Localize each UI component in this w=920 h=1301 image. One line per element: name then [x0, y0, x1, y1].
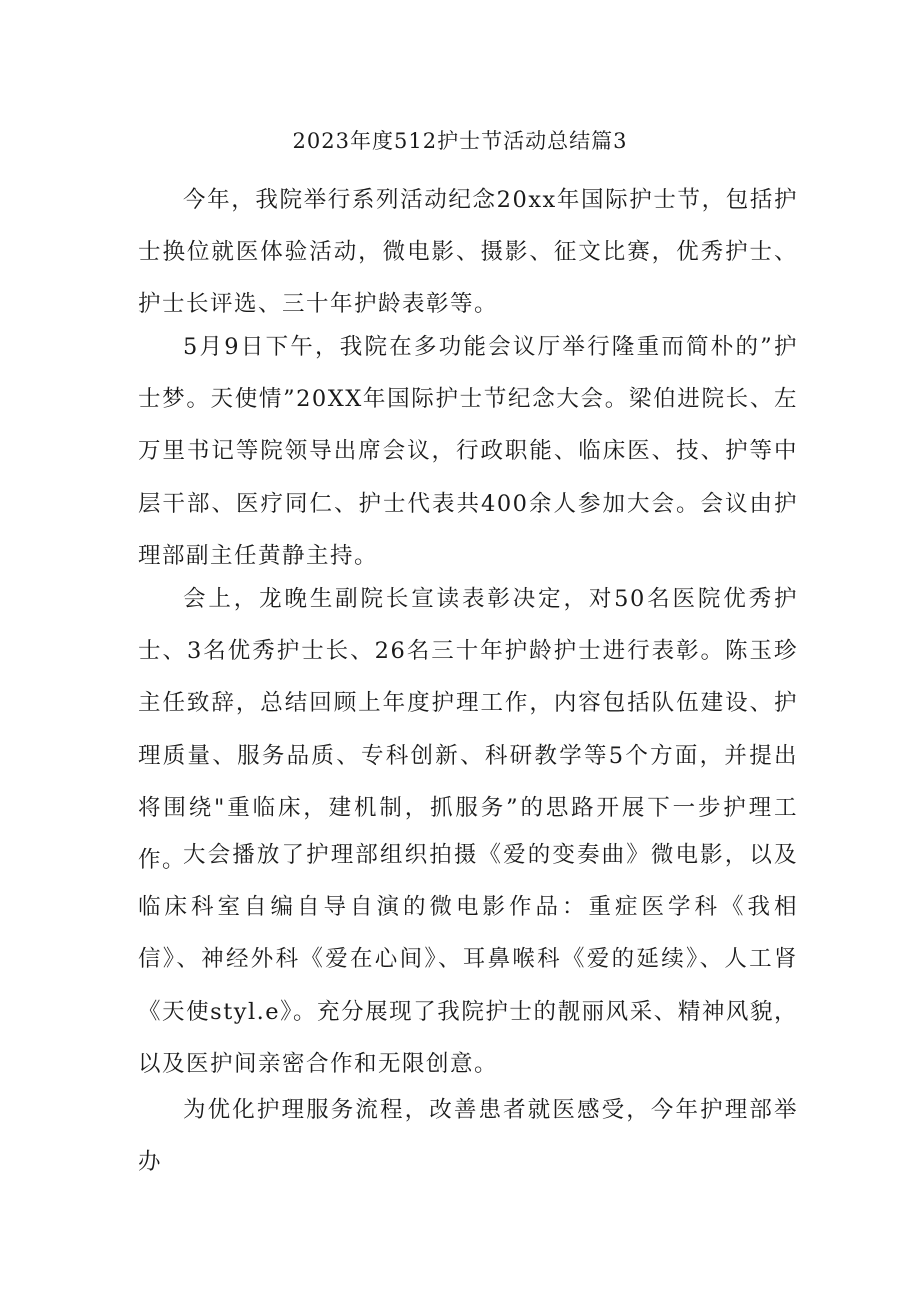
paragraph-4: 大会播放了护理部组织拍摄《爱的变奏曲》微电影，以及临床科室自编自导自演的微电影作品：重症医学科《我相信》、神经外科《爱在心间》、耳鼻喉科《爱的延续》、人工肾《天使styl.e》。充分展现了我院护士的靓丽风采、精神风貌，以及医护间亲密合作和无限创意。 [138, 842, 798, 1077]
paragraph-3: 会上，龙晚生副院长宣读表彰决定，对50名医院优秀护士、3名优秀护士长、26名三十年护龄护士进行表彰。陈玉珍主任致辞，总结回顾上年度护理工作，内容包括队伍建设、护理质量、服务品质、专科创新、科研教学等5个方面，并提出将围绕"重临床，建机制，抓服务”的思路开展下一步护理工作。 [138, 586, 798, 874]
paragraph-5: 为优化护理服务流程，改善患者就医感受，今年护理部举办 [138, 1097, 798, 1176]
paragraph-2: 5月9日下午，我院在多功能会议厅举行隆重而简朴的”护士梦。天使情”20XX年国际护士节纪念大会。梁伯进院长、左万里书记等院领导出席会议，行政职能、临床医、技、护等中层干部、医疗同仁、护士代表共400余人参加大会。会议由护理部副主任黄静主持。 [138, 334, 798, 569]
paragraph-1: 今年，我院举行系列活动纪念20xx年国际护士节，包括护士换位就医体验活动，微电影、摄影、征文比赛，优秀护士、护士长评选、三十年护龄表彰等。 [138, 187, 798, 318]
document-title: 2023年度512护士节活动总结篇3 [292, 129, 628, 153]
